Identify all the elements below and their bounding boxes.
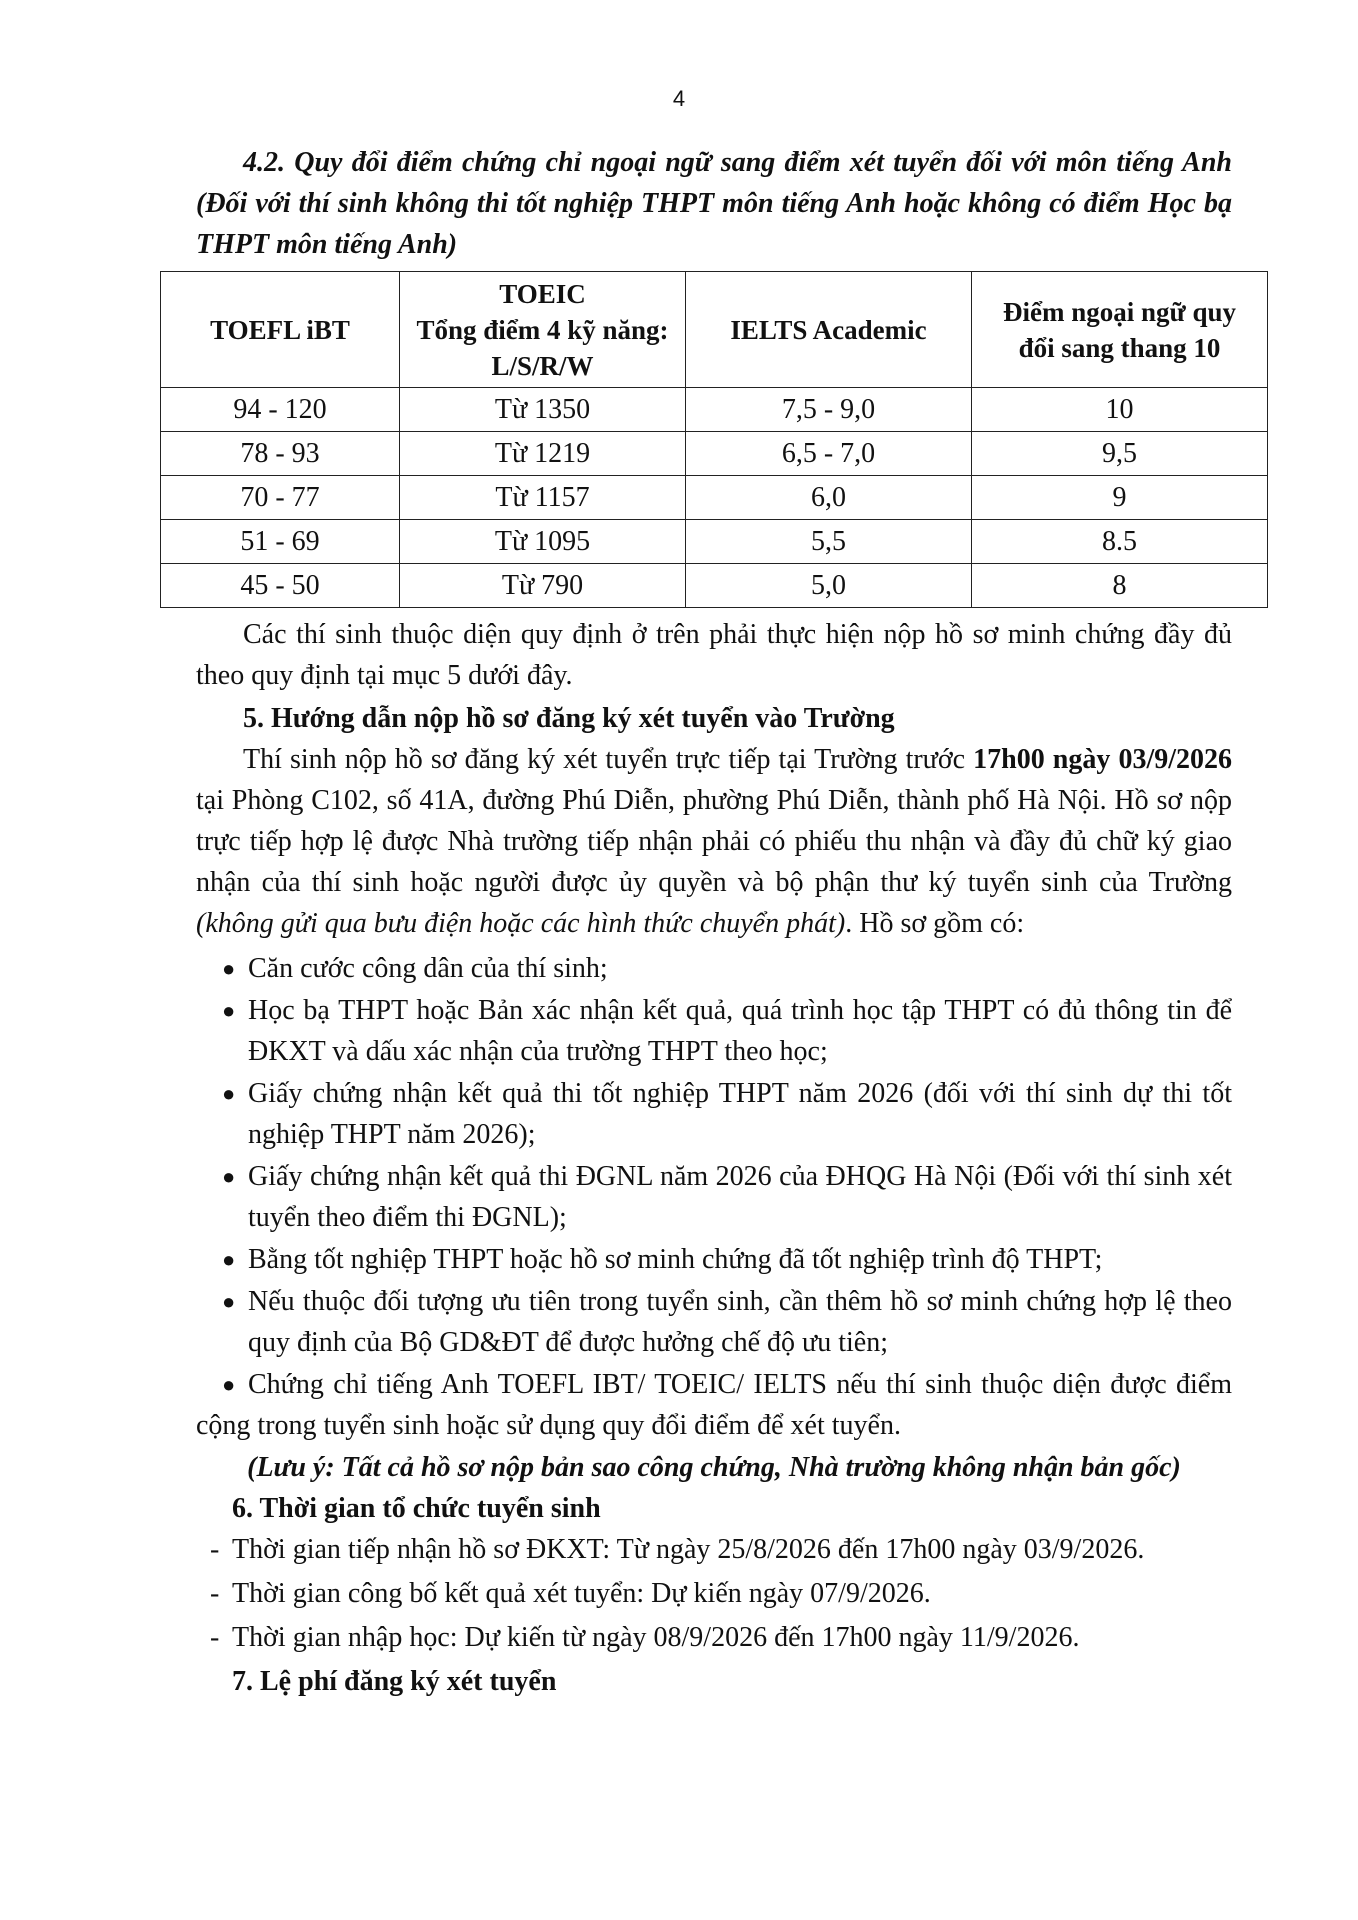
- header-toeic-line3: L/S/R/W: [491, 350, 594, 381]
- cell-ielts: 6,5 - 7,0: [686, 432, 972, 476]
- list-item-text: Giấy chứng nhận kết quả thi ĐGNL năm 2026 của ĐHQG Hà Nội (Đối với thí sinh xét tuyển theo điểm thi ĐGNL);: [248, 1161, 1232, 1233]
- note: (Lưu ý: Tất cả hồ sơ nộp bản sao công chứng, Nhà trường không nhận bản gốc): [247, 1452, 1181, 1483]
- cell-toeic: Từ 790: [400, 564, 686, 608]
- dash-icon: -: [210, 1578, 220, 1609]
- table-header-row: [161, 272, 1268, 388]
- cell-score: 9,5: [972, 432, 1268, 476]
- section-5-paragraph: [196, 739, 1232, 944]
- list-item: [196, 1529, 1232, 1570]
- cell-score: 8.5: [972, 520, 1268, 564]
- bullet-icon: ●: [222, 956, 236, 981]
- section-5-text-a: Thí sinh nộp hồ sơ đăng ký xét tuyển trực tiếp tại Trường trước: [243, 744, 974, 775]
- documents-list: [196, 948, 1232, 1446]
- page-content: [196, 142, 1236, 1702]
- dash-icon: -: [210, 1534, 220, 1565]
- section-4-2-heading: 4.2. Quy đổi điểm chứng chỉ ngoại ngữ sang điểm xét tuyển đối với môn tiếng Anh (Đối với thí sinh không thi tốt nghiệp THPT môn tiếng Anh hoặc không có điểm Học bạ THPT môn tiếng Anh): [196, 147, 1232, 260]
- list-item: [196, 1239, 1232, 1280]
- cell-toefl: 70 - 77: [161, 476, 400, 520]
- list-item: [196, 1073, 1232, 1155]
- cell-toefl: 94 - 120: [161, 388, 400, 432]
- header-ielts: IELTS Academic: [686, 272, 972, 388]
- section-5-deadline: 17h00 ngày 03/9/2026: [973, 744, 1233, 775]
- table-row: [161, 564, 1268, 608]
- cell-toeic: Từ 1095: [400, 520, 686, 564]
- header-toefl: TOEFL iBT: [161, 272, 400, 388]
- table-row: [161, 388, 1268, 432]
- list-item-text: Bằng tốt nghiệp THPT hoặc hồ sơ minh chứng đã tốt nghiệp trình độ THPT;: [248, 1244, 1103, 1275]
- dash-icon: -: [210, 1622, 220, 1653]
- cell-score: 9: [972, 476, 1268, 520]
- cell-score: 8: [972, 564, 1268, 608]
- bullet-icon: ●: [222, 1164, 236, 1189]
- section-5-text-c: . Hồ sơ gồm có:: [845, 908, 1025, 939]
- cell-toefl: 51 - 69: [161, 520, 400, 564]
- list-item-text: Thời gian công bố kết quả xét tuyển: Dự kiến ngày 07/9/2026.: [232, 1578, 931, 1609]
- section-7-heading: 7. Lệ phí đăng ký xét tuyển: [232, 1666, 557, 1697]
- bullet-icon: ●: [222, 1247, 236, 1272]
- cell-ielts: 7,5 - 9,0: [686, 388, 972, 432]
- list-item-text: Thời gian tiếp nhận hồ sơ ĐKXT: Từ ngày 25/8/2026 đến 17h00 ngày 03/9/2026.: [232, 1534, 1145, 1565]
- section-6-heading: 6. Thời gian tổ chức tuyển sinh: [232, 1493, 601, 1524]
- list-item: [196, 1156, 1232, 1238]
- cell-toefl: 78 - 93: [161, 432, 400, 476]
- header-score-line1: Điểm ngoại ngữ quy: [1003, 296, 1236, 327]
- cell-toefl: 45 - 50: [161, 564, 400, 608]
- list-item-text: Chứng chỉ tiếng Anh TOEFL IBT/ TOEIC/ IELTS nếu thí sinh thuộc diện được điểm cộng trong tuyển sinh hoặc sử dụng quy đổi điểm để xét tuyển.: [196, 1369, 1232, 1441]
- list-item-text: Nếu thuộc đối tượng ưu tiên trong tuyển sinh, cần thêm hồ sơ minh chứng hợp lệ theo quy định của Bộ GD&ĐT để được hưởng chế độ ưu tiên;: [248, 1286, 1232, 1358]
- conversion-table: [160, 271, 1268, 608]
- header-score: [972, 272, 1268, 388]
- list-item: [196, 1364, 1232, 1446]
- header-toeic-line1: TOEIC: [499, 278, 586, 309]
- cell-score: 10: [972, 388, 1268, 432]
- bullet-icon: ●: [222, 998, 236, 1023]
- header-toeic: [400, 272, 686, 388]
- table-row: [161, 432, 1268, 476]
- list-item: [196, 948, 1232, 989]
- list-item: [196, 1573, 1232, 1614]
- cell-ielts: 5,5: [686, 520, 972, 564]
- header-score-line2: đổi sang thang 10: [1018, 332, 1221, 363]
- section-5-text-b: tại Phòng C102, số 41A, đường Phú Diễn, phường Phú Diễn, thành phố Hà Nội. Hồ sơ nộp trực tiếp hợp lệ được Nhà trường tiếp nhận phải có phiếu thu nhận và đầy đủ chữ ký giao nhận của thí sinh hoặc người được ủy quyền và bộ phận thư ký tuyển sinh của Trường: [196, 785, 1232, 898]
- section-5-note-inline: (không gửi qua bưu điện hoặc các hình thức chuyển phát): [196, 908, 846, 939]
- timeline-list: [196, 1529, 1232, 1658]
- cell-ielts: 6,0: [686, 476, 972, 520]
- bullet-icon: ●: [222, 1081, 236, 1106]
- table-row: [161, 520, 1268, 564]
- cell-toeic: Từ 1219: [400, 432, 686, 476]
- table-row: [161, 476, 1268, 520]
- bullet-icon: ●: [222, 1289, 236, 1314]
- page-number: 4: [672, 86, 686, 111]
- after-table-paragraph: Các thí sinh thuộc diện quy định ở trên phải thực hiện nộp hồ sơ minh chứng đầy đủ theo quy định tại mục 5 dưới đây.: [196, 619, 1232, 691]
- list-item: [196, 990, 1232, 1072]
- list-item-text: Thời gian nhập học: Dự kiến từ ngày 08/9/2026 đến 17h00 ngày 11/9/2026.: [232, 1622, 1080, 1653]
- cell-ielts: 5,0: [686, 564, 972, 608]
- list-item: [196, 1281, 1232, 1363]
- cell-toeic: Từ 1157: [400, 476, 686, 520]
- bullet-icon: ●: [222, 1372, 236, 1397]
- list-item-text: Giấy chứng nhận kết quả thi tốt nghiệp THPT năm 2026 (đối với thí sinh dự thi tốt nghiệp THPT năm 2026);: [248, 1078, 1232, 1150]
- list-item: [196, 1617, 1232, 1658]
- list-item-text: Học bạ THPT hoặc Bản xác nhận kết quả, quá trình học tập THPT có đủ thông tin để ĐKXT và dấu xác nhận của trường THPT theo học;: [248, 995, 1232, 1067]
- list-item-text: Căn cước công dân của thí sinh;: [248, 953, 608, 984]
- cell-toeic: Từ 1350: [400, 388, 686, 432]
- section-5-heading: 5. Hướng dẫn nộp hồ sơ đăng ký xét tuyển vào Trường: [243, 703, 895, 734]
- header-toeic-line2: Tổng điểm 4 kỹ năng:: [416, 314, 669, 345]
